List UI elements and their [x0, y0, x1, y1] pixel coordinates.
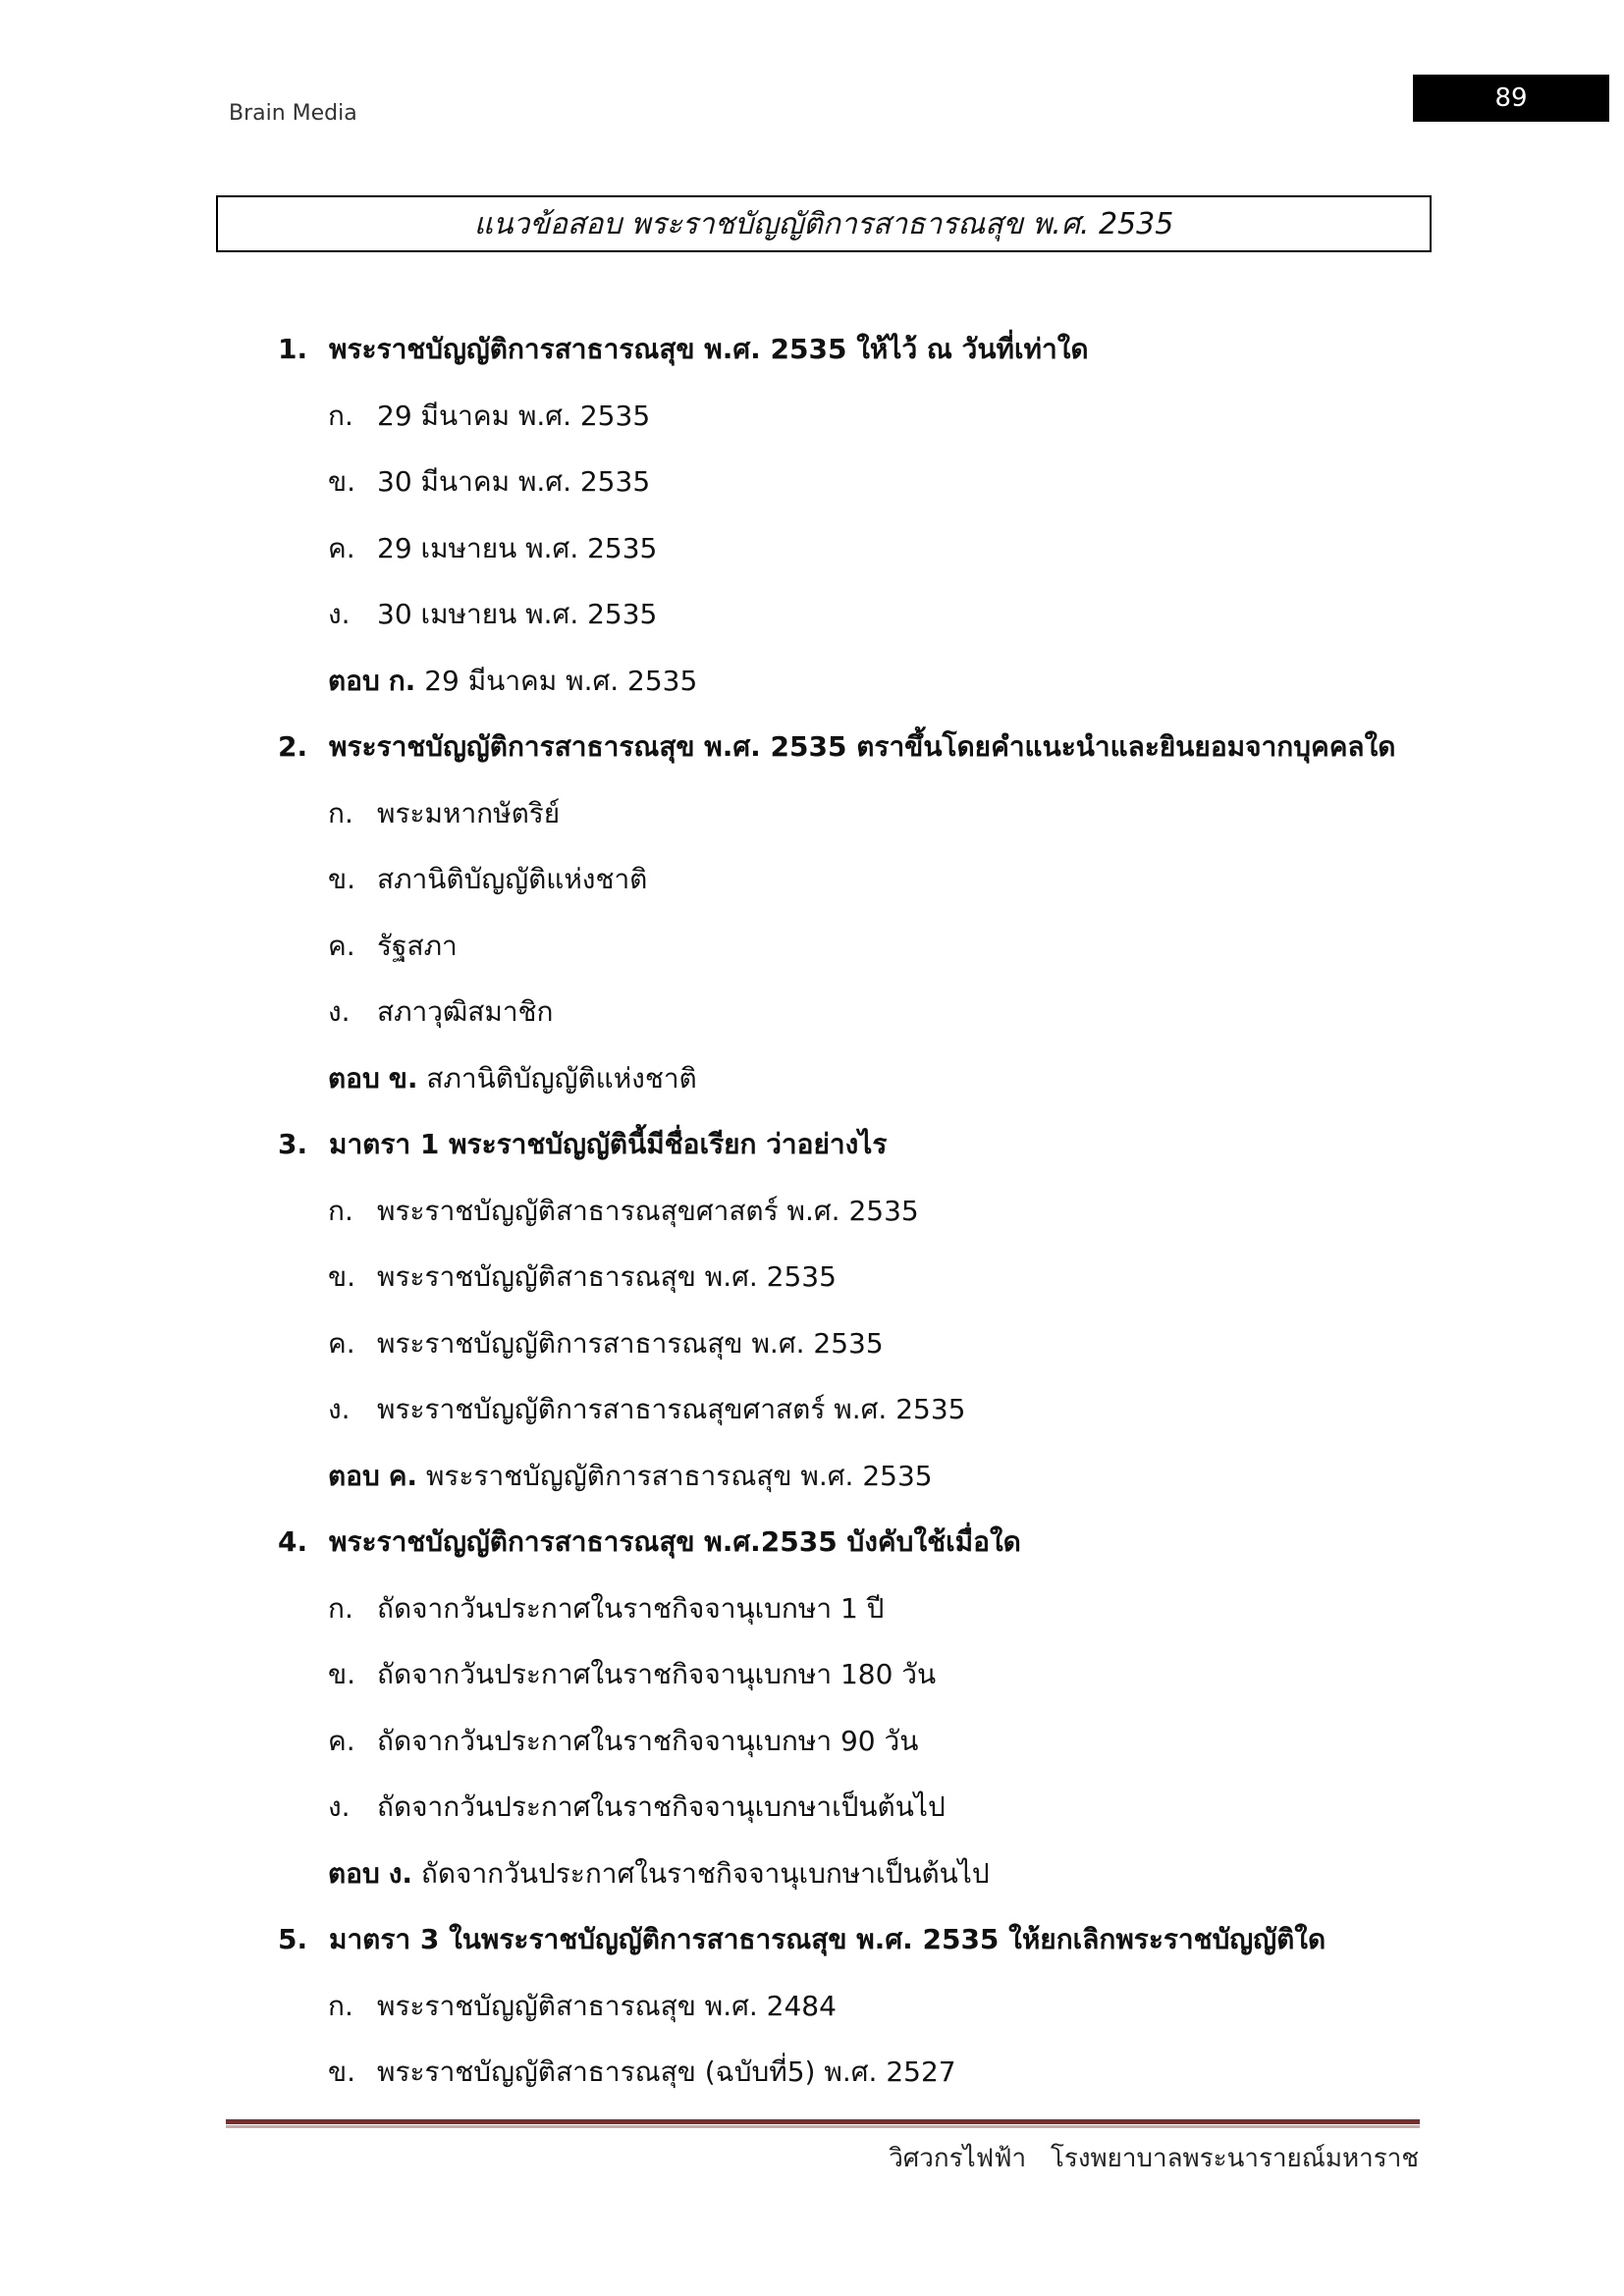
answer-option	[328, 1722, 918, 1761]
question	[278, 1125, 887, 1164]
correct-answer	[328, 662, 697, 701]
option-text: ถัดจากวันประกาศในราชกิจจานุเบกษาเป็นต้นไป	[377, 1790, 946, 1823]
option-label: ข.	[328, 1658, 356, 1690]
answer-label: ข.	[388, 1062, 418, 1095]
answer-prefix: ตอบ	[328, 1460, 380, 1492]
option-label: ง.	[328, 1790, 351, 1823]
option-label: ก.	[328, 1990, 353, 2022]
answer-label: ค.	[388, 1460, 418, 1492]
option-text: 29 เมษายน พ.ศ. 2535	[377, 532, 658, 564]
option-label: ค.	[328, 1725, 355, 1757]
option-text: พระราชบัญญัติการสาธารณสุข พ.ศ. 2535	[377, 1327, 884, 1360]
answer-option	[328, 1589, 884, 1629]
question	[278, 727, 1395, 767]
option-text: พระมหากษัตริย์	[377, 797, 561, 829]
correct-answer	[328, 1059, 697, 1098]
option-text: 30 เมษายน พ.ศ. 2535	[377, 598, 658, 630]
question-number: 3.	[278, 1128, 308, 1160]
answer-option	[328, 462, 650, 502]
option-label: ค.	[328, 532, 355, 564]
answer-text: ถัดจากวันประกาศในราชกิจจานุเบกษาเป็นต้นไป	[420, 1857, 990, 1890]
option-label: ค.	[328, 1327, 355, 1360]
option-text: ถัดจากวันประกาศในราชกิจจานุเบกษา 90 วัน	[377, 1725, 919, 1757]
option-text: พระราชบัญญัติสาธารณสุข (ฉบับที่5) พ.ศ. 2527	[377, 2056, 956, 2088]
option-text: พระราชบัญญัติสาธารณสุข พ.ศ. 2535	[377, 1260, 837, 1293]
option-text: สภาวุฒิสมาชิก	[377, 995, 554, 1028]
option-label: ข.	[328, 1260, 356, 1293]
question	[278, 330, 1089, 369]
answer-option	[328, 595, 657, 634]
option-text: 29 มีนาคม พ.ศ. 2535	[377, 400, 651, 432]
option-text: ถัดจากวันประกาศในราชกิจจานุเบกษา 1 ปี	[377, 1592, 885, 1625]
answer-label: ก.	[388, 665, 416, 697]
answer-option	[328, 1257, 837, 1297]
question	[278, 1920, 1326, 1959]
answer-option	[328, 1192, 919, 1231]
answer-option	[328, 1788, 946, 1827]
answer-text: พระราชบัญญัติการสาธารณสุข พ.ศ. 2535	[425, 1460, 933, 1492]
question-number: 4.	[278, 1525, 308, 1558]
answer-option	[328, 1987, 837, 2026]
question-text: พระราชบัญญัติการสาธารณสุข พ.ศ. 2535 ตราขึ้นโดยคำแนะนำและยินยอมจากบุคคลใด	[329, 730, 1396, 763]
correct-answer	[328, 1854, 990, 1894]
answer-text: สภานิติบัญญัติแห่งชาติ	[426, 1062, 697, 1095]
option-label: ข.	[328, 863, 356, 895]
option-label: ค.	[328, 930, 355, 962]
page-number: 89	[1413, 75, 1609, 122]
option-label: ก.	[328, 1592, 353, 1625]
footer-divider-shadow	[226, 2125, 1420, 2128]
question	[278, 1522, 1021, 1562]
option-text: พระราชบัญญัติสาธารณสุข พ.ศ. 2484	[377, 1990, 837, 2022]
question-text: มาตรา 3 ในพระราชบัญญัติการสาธารณสุข พ.ศ. 2535 ให้ยกเลิกพระราชบัญญัติใด	[329, 1923, 1326, 1955]
page-footer	[889, 2138, 1419, 2178]
option-label: ข.	[328, 465, 356, 498]
answer-option	[328, 1390, 965, 1429]
option-text: พระราชบัญญัติการสาธารณสุขศาสตร์ พ.ศ. 2535	[377, 1393, 966, 1425]
question-number: 1.	[278, 333, 308, 365]
answer-prefix: ตอบ	[328, 1857, 380, 1890]
question-text: พระราชบัญญัติการสาธารณสุข พ.ศ. 2535 ให้ไว้ ณ วันที่เท่าใด	[329, 333, 1089, 365]
answer-option	[328, 1655, 936, 1694]
option-text: สภานิติบัญญัติแห่งชาติ	[377, 863, 648, 895]
option-text: ถัดจากวันประกาศในราชกิจจานุเบกษา 180 วัน	[377, 1658, 937, 1690]
answer-option	[328, 794, 560, 833]
option-label: ข.	[328, 2056, 356, 2088]
answer-option	[328, 860, 647, 899]
answer-option	[328, 1324, 884, 1363]
option-label: ง.	[328, 598, 351, 630]
question-text: มาตรา 1 พระราชบัญญัตินี้มีชื่อเรียก ว่าอย่างไร	[329, 1128, 888, 1160]
answer-prefix: ตอบ	[328, 1062, 380, 1095]
option-text: 30 มีนาคม พ.ศ. 2535	[377, 465, 651, 498]
option-label: ง.	[328, 1393, 351, 1425]
question-number: 5.	[278, 1923, 308, 1955]
answer-option	[328, 927, 458, 966]
answer-label: ง.	[388, 1857, 412, 1890]
page-title: แนวข้อสอบ พระราชบัญญัติการสาธารณสุข พ.ศ. 2535	[216, 195, 1432, 252]
answer-option	[328, 2053, 956, 2092]
footer-hospital: โรงพยาบาลพระนารายณ์มหาราช	[1050, 2144, 1419, 2173]
publisher-name: Brain Media	[229, 101, 357, 126]
option-label: ก.	[328, 797, 353, 829]
option-text: รัฐสภา	[377, 930, 458, 962]
footer-divider	[226, 2119, 1420, 2124]
option-label: ก.	[328, 400, 353, 432]
option-label: ง.	[328, 995, 351, 1028]
answer-option	[328, 397, 650, 436]
answer-option	[328, 992, 554, 1032]
answer-text: 29 มีนาคม พ.ศ. 2535	[424, 665, 698, 697]
footer-department: วิศวกรไฟฟ้า	[889, 2144, 1027, 2173]
question-number: 2.	[278, 730, 308, 763]
option-label: ก.	[328, 1195, 353, 1227]
option-text: พระราชบัญญัติสาธารณสุขศาสตร์ พ.ศ. 2535	[377, 1195, 919, 1227]
answer-prefix: ตอบ	[328, 665, 380, 697]
correct-answer	[328, 1457, 933, 1496]
answer-option	[328, 529, 657, 568]
question-text: พระราชบัญญัติการสาธารณสุข พ.ศ.2535 บังคับใช้เมื่อใด	[329, 1525, 1021, 1558]
